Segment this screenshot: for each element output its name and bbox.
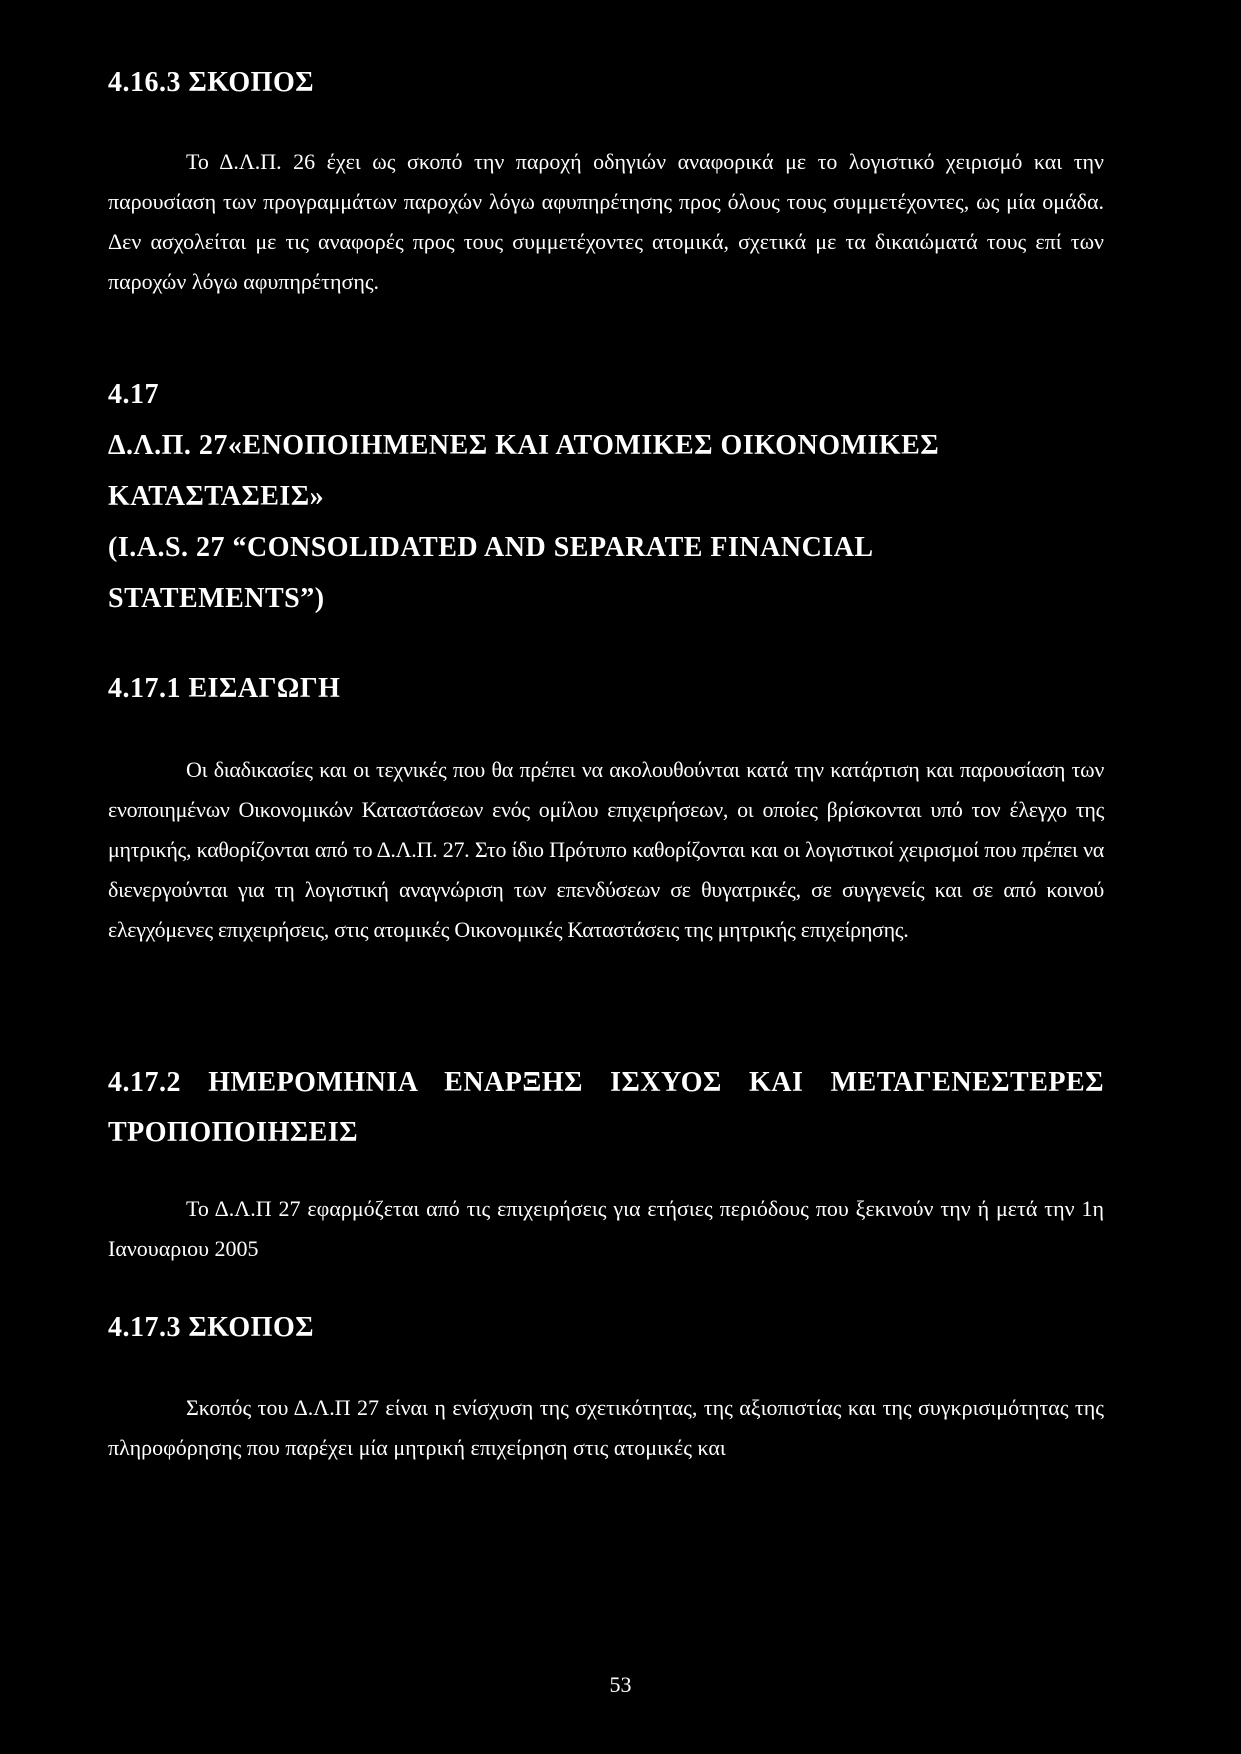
paragraph-4-16-3: Το Δ.Λ.Π. 26 έχει ως σκοπό την παροχή οδηγιών αναφορικά με το λογιστικό χειρισμό και την παρουσίαση των προγραμμάτων παροχών λόγω αφυπηρέτησης προς όλους τους συμμετέχοντες, ως μία ομάδα. Δεν ασχολείται με τις αναφορές προς τους συμμετέχοντες ατομικά, σχετικά με τα δικαιώματά τους επί των παροχών λόγω αφυπηρέτησης.	[108, 149, 1104, 294]
heading-4-17-3: 4.17.3 ΣΚΟΠΟΣ	[108, 1312, 315, 1343]
paragraph-4-17-1: Οι διαδικασίες και οι τεχνικές που θα πρέπει να ακολουθούνται κατά την κατάρτιση και παρουσίαση των ενοποιημένων Οικονομικών Καταστάσεων ενός ομίλου επιχειρήσεων, οι οποίες βρίσκονται υπό τον έλεγχο της μητρικής, καθορίζονται από το Δ.Λ.Π. 27. Στο ίδιο Πρότυπο καθορίζονται και οι λογιστικοί χειρισμοί που πρέπει να διενεργούνται για τη λογιστική αναγνώριση των επενδύσεων σε θυγατρικές, σε συγγενείς και σε από κοινού ελεγχόμενες επιχειρήσεις, στις ατομικές Οικονομικές Καταστάσεις της μητρικής επιχείρησης.	[108, 757, 1104, 942]
title-greek-line-1: Δ.Λ.Π. 27«ΕΝΟΠΟΙΗΜΕΝΕΣ ΚΑΙ ΑΤΟΜΙΚΕΣ ΟΙΚΟΝΟΜΙΚΕΣ	[108, 430, 940, 461]
paragraph-4-17-3: Σκοπός του Δ.Λ.Π 27 είναι η ενίσχυση της σχετικότητας, της αξιοπιστίας και της συγκρισιμότητας της πληροφόρησης που παρέχει μία μητρική επιχείρηση στις ατομικές και	[108, 1395, 1104, 1460]
heading-4-17-1: 4.17.1 ΕΙΣΑΓΩΓΗ	[108, 673, 341, 704]
page-number: 53	[609, 1672, 632, 1697]
title-english-line-2: STATEMENTS”)	[108, 583, 325, 614]
paragraph-4-17-2: Το Δ.Λ.Π 27 εφαρμόζεται από τις επιχειρήσεις για ετήσιες περιόδους που ξεκινούν την ή μετά την 1η Ιανουαριου 2005	[108, 1196, 1104, 1261]
heading-4-17-2: 4.17.2 ΗΜΕΡΟΜΗΝΙΑ ΕΝΑΡΞΗΣ ΙΣΧΥΟΣ ΚΑΙ ΜΕΤΑΓΕΝΕΣΤΕΡΕΣ ΤΡΟΠΟΠΟΙΗΣΕΙΣ	[108, 1067, 1104, 1148]
heading-4-16-3: 4.16.3 ΣΚΟΠΟΣ	[108, 67, 315, 98]
section-number-4-17: 4.17	[108, 379, 159, 410]
title-greek-line-2: ΚΑΤΑΣΤΑΣΕΙΣ»	[108, 481, 325, 512]
title-english-line-1: (I.A.S. 27 “CONSOLIDATED AND SEPARATE FINANCIAL	[108, 532, 874, 563]
